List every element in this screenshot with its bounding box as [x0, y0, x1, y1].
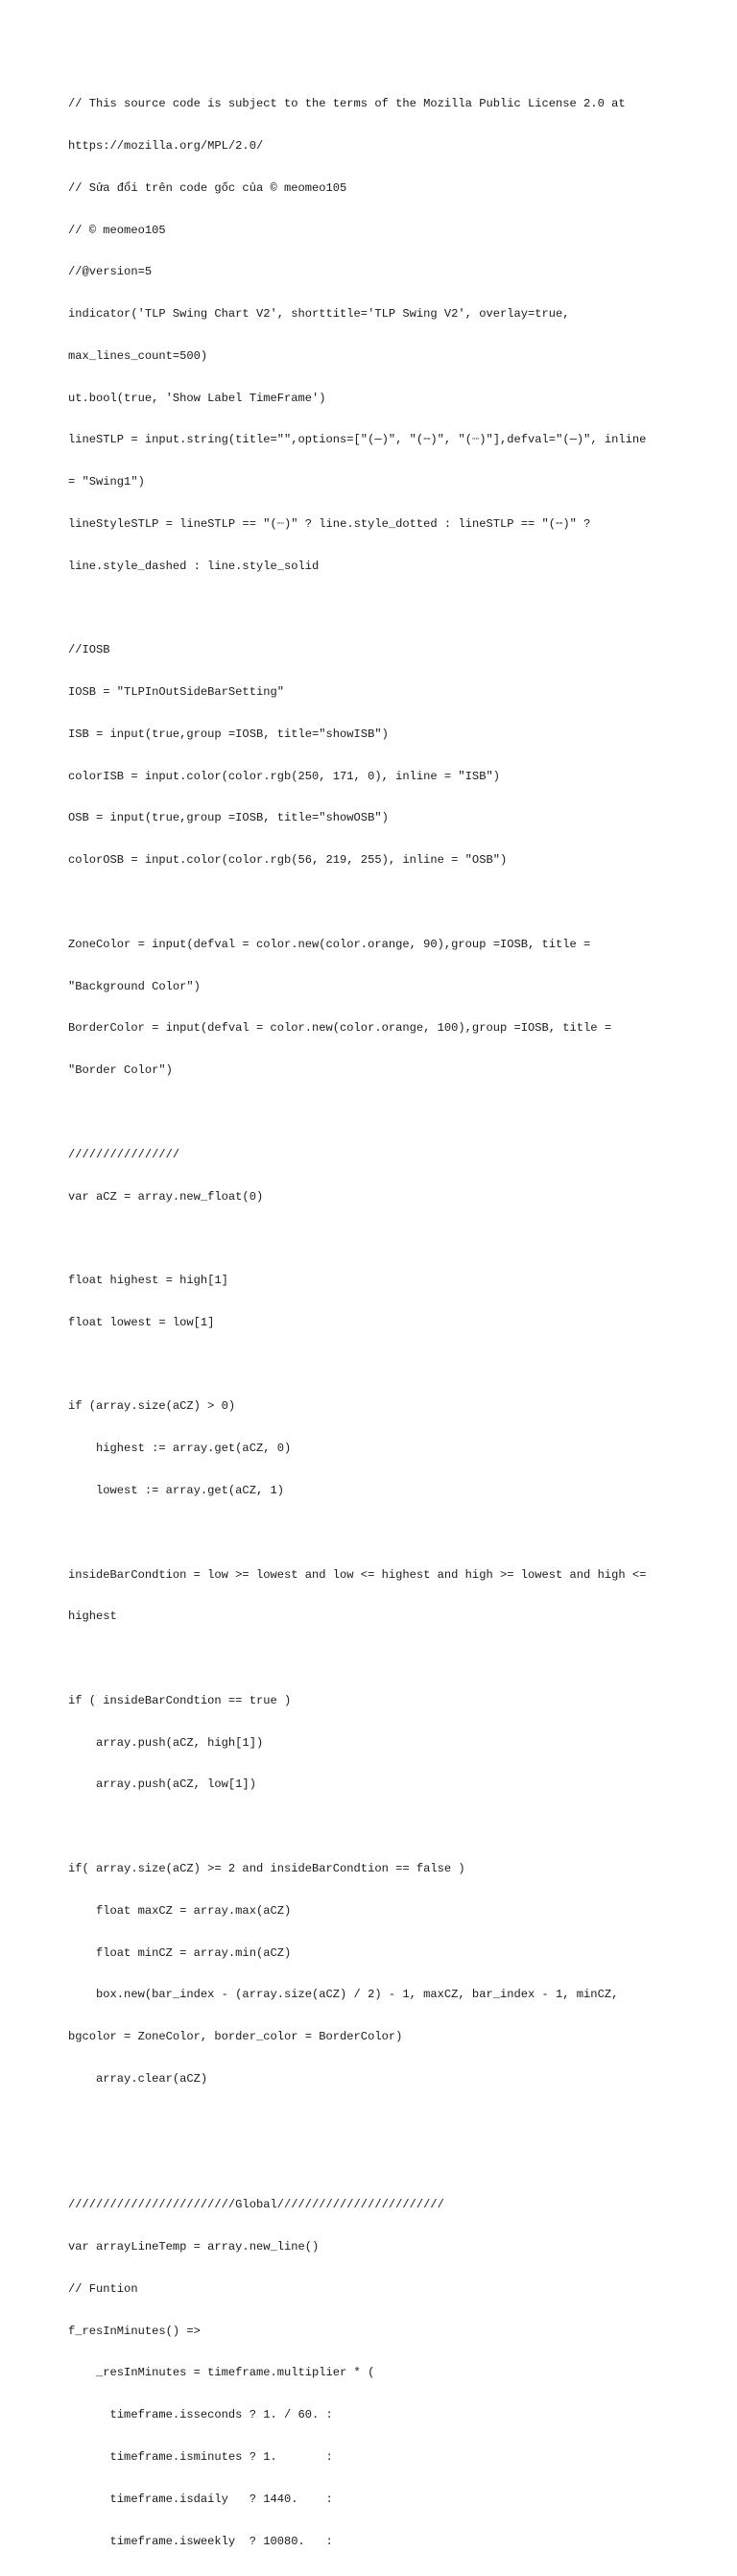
code-line: colorOSB = input.color(color.rgb(56, 219, 255), inline = "OSB") [68, 853, 508, 868]
source-code-block [68, 69, 682, 2576]
code-line: ISB = input(true,group =IOSB, title="showISB") [68, 727, 389, 741]
code-line: //@version=5 [68, 265, 153, 279]
code-line: highest [68, 1610, 117, 1624]
code-line: "Border Color") [68, 1063, 173, 1078]
code-line: lineStyleSTLP = lineSTLP == "(┈)" ? line.style_dotted : lineSTLP == "(╌)" ? [68, 517, 591, 531]
code-line: ////////////////////////Global//////////////////////// [68, 2198, 444, 2212]
code-line: "Background Color") [68, 979, 201, 993]
code-line: // © meomeo105 [68, 223, 166, 237]
code-line: //IOSB [68, 643, 110, 657]
code-line: // Funtion [68, 2281, 138, 2296]
code-line: highest := array.get(aCZ, 0) [68, 1442, 292, 1456]
code-line: if ( insideBarCondtion == true ) [68, 1693, 292, 1707]
code-line: var aCZ = array.new_float(0) [68, 1189, 264, 1204]
code-line: indicator('TLP Swing Chart V2', shorttitle='TLP Swing V2', overlay=true, [68, 307, 570, 322]
code-line: ut.bool(true, 'Show Label TimeFrame') [68, 391, 326, 405]
code-line [68, 602, 682, 616]
code-line: _resInMinutes = timeframe.multiplier * ( [68, 2366, 375, 2380]
code-line: box.new(bar_index - (array.size(aCZ) / 2) - 1, maxCZ, bar_index - 1, minCZ, [68, 1988, 619, 2002]
code-line [68, 2114, 682, 2129]
code-line: // This source code is subject to the terms of the Mozilla Public License 2.0 at [68, 97, 626, 111]
code-line [68, 1652, 682, 1666]
code-line: timeframe.isseconds ? 1. / 60. : [68, 2408, 333, 2422]
code-line: = "Swing1") [68, 475, 145, 489]
code-line [68, 1358, 682, 1372]
code-line [68, 1231, 682, 1246]
code-line: timeframe.isminutes ? 1. : [68, 2449, 333, 2464]
code-line: var arrayLineTemp = array.new_line() [68, 2240, 320, 2254]
code-line: if( array.size(aCZ) >= 2 and insideBarCondtion == false ) [68, 1862, 465, 1875]
code-line: // Sửa đổi trên code gốc của © meomeo105 [68, 180, 347, 195]
code-line: f_resInMinutes() => [68, 2324, 201, 2338]
code-line [68, 1820, 682, 1834]
code-line: line.style_dashed : line.style_solid [68, 559, 320, 573]
code-line: float minCZ = array.min(aCZ) [68, 1945, 292, 1960]
code-line: lineSTLP = input.string(title="",options=["(─)", "(╌)", "(┈)"],defval="(─)", inline [68, 433, 647, 447]
code-line: https://mozilla.org/MPL/2.0/ [68, 138, 264, 153]
code-line: bgcolor = ZoneColor, border_color = BorderColor) [68, 2030, 403, 2044]
code-line: colorISB = input.color(color.rgb(250, 171, 0), inline = "ISB") [68, 769, 500, 783]
code-line: array.push(aCZ, high[1]) [68, 1735, 264, 1750]
code-line [68, 2156, 682, 2170]
code-line: max_lines_count=500) [68, 348, 208, 363]
code-line: if (array.size(aCZ) > 0) [68, 1399, 236, 1414]
code-line: timeframe.isweekly ? 10080. : [68, 2534, 333, 2548]
code-line [68, 895, 682, 910]
code-line: OSB = input(true,group =IOSB, title="showOSB") [68, 811, 389, 825]
code-line: array.push(aCZ, low[1]) [68, 1777, 256, 1792]
code-line: //////////////// [68, 1147, 180, 1161]
code-line: float maxCZ = array.max(aCZ) [68, 1903, 292, 1918]
code-line: ZoneColor = input(defval = color.new(color.orange, 90),group =IOSB, title = [68, 937, 591, 951]
code-line: float lowest = low[1] [68, 1315, 215, 1329]
code-line [68, 1526, 682, 1540]
code-line: lowest := array.get(aCZ, 1) [68, 1483, 284, 1497]
code-line: timeframe.isdaily ? 1440. : [68, 2492, 333, 2506]
code-line: array.clear(aCZ) [68, 2071, 208, 2086]
code-line [68, 1106, 682, 1120]
code-line: IOSB = "TLPInOutSideBarSetting" [68, 685, 284, 700]
code-line: BorderColor = input(defval = color.new(color.orange, 100),group =IOSB, title = [68, 1021, 612, 1036]
code-line: insideBarCondtion = low >= lowest and low <= highest and high >= lowest and high <= [68, 1567, 647, 1582]
code-line: float highest = high[1] [68, 1274, 228, 1288]
